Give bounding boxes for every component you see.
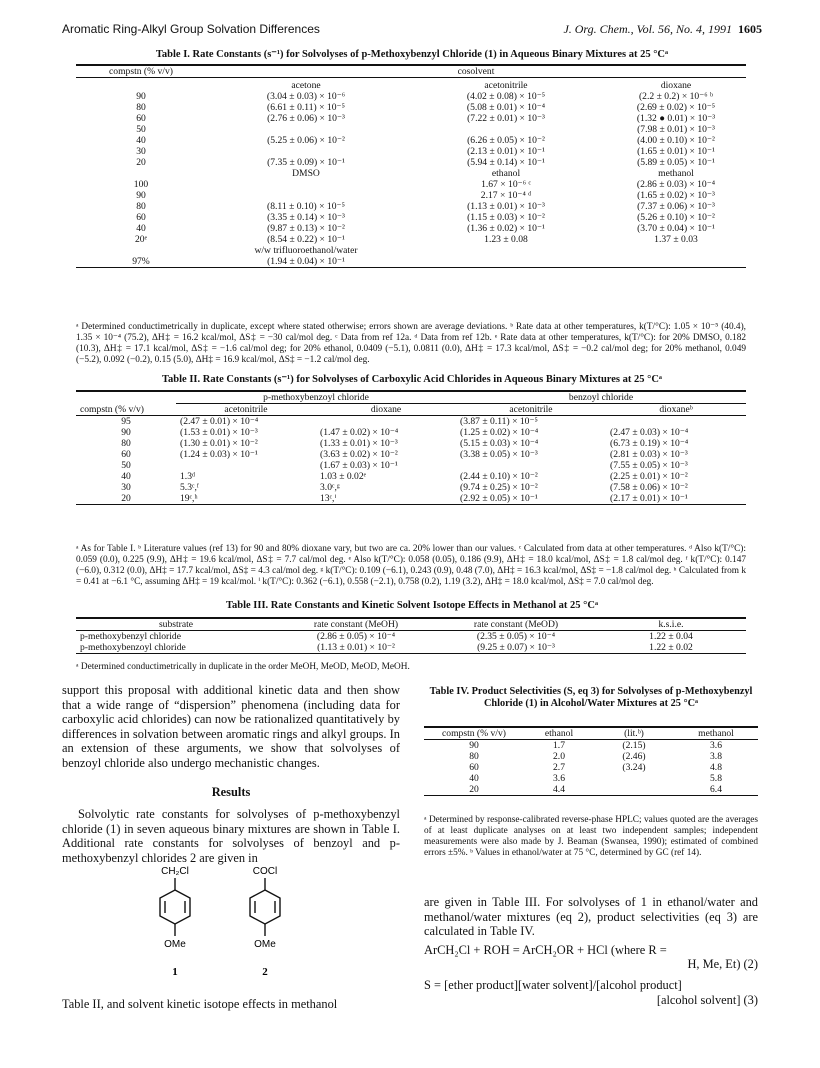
structure-1-substituent: OMe [164,939,186,950]
table1-subheader: acetonitrile [484,80,528,91]
structure-1 [160,878,190,936]
table1-cell: (3.04 ± 0.03) × 10⁻⁶ [266,91,346,102]
table4-header: methanol [698,728,734,739]
table2-cell: (2.25 ± 0.01) × 10⁻² [610,471,688,482]
table2-cell: 30 [121,482,131,493]
table1-subheader-row [76,168,746,179]
table1-cell: (6.61 ± 0.11) × 10⁻⁵ [267,102,345,113]
table1-subheader: ethanol [491,168,521,179]
table4-cell: 2.7 [553,762,565,773]
table1-cell: (1.15 ± 0.03) × 10⁻² [467,212,545,223]
table2-subhead: dioxaneᵇ [659,404,693,415]
structure-2-label: 2 [262,966,268,978]
table1 [76,64,746,268]
table1-cell: 90 [136,190,146,201]
table4-cell: 80 [469,751,479,762]
table1-cell: (1.65 ± 0.01) × 10⁻¹ [637,146,715,157]
table2-cell: (6.73 ± 0.19) × 10⁻⁴ [610,438,689,449]
table2-cell: (1.47 ± 0.02) × 10⁻⁴ [320,427,399,438]
table-row [76,449,746,460]
table3-cell: 1.22 ± 0.02 [649,642,693,653]
table-row [76,113,746,124]
table4-cell: 3.6 [710,740,722,751]
table-row [76,190,746,201]
table1-cosolvent: cosolvent [457,66,495,77]
table1-caption: Table I. Rate Constants (s⁻¹) for Solvolyses of p-Methoxybenzyl Chloride (1) in Aqueous Binary Mixtures at 25 °Cᵃ [155,49,669,60]
table-row [76,256,746,268]
table-row [76,135,746,146]
table1-cell [206,146,406,157]
table1-cell [406,256,606,268]
table2-cell: (1.33 ± 0.01) × 10⁻³ [320,438,398,449]
table3-header: k.s.i.e. [658,619,684,630]
structure-1-group: CH₂Cl [161,866,189,877]
equation-3-line-1: S = [ether product][water solvent]/[alcohol product] [424,977,682,992]
right-column [424,895,758,1007]
table1-cell: 50 [136,124,146,135]
table1-cell: 40 [136,223,146,234]
table2-cell: 20 [121,493,131,504]
table4-cell [594,784,674,796]
table1-subheader: dioxane [660,80,692,91]
table-row [424,762,758,773]
table2-cell: (7.55 ± 0.05) × 10⁻³ [610,460,688,471]
table4-header: (lit.ᵇ) [624,728,644,739]
table1-cell [206,190,406,201]
table2-cell: (3.38 ± 0.05) × 10⁻³ [460,449,538,460]
page-number: 1605 [738,22,762,36]
table-row [76,124,746,135]
table2-cell: 13ᶜ,ⁱ [320,493,337,504]
table-row [76,179,746,190]
table2-cell: (2.44 ± 0.10) × 10⁻² [460,471,538,482]
table2-cell: 90 [121,427,131,438]
table1-footnote: ᵃ Determined conductimetrically in duplicate, except where stated otherwise; errors shown are average deviations. ᵇ Rate data at other temperatures, k(T/°C): 1.05 × 10⁻⁵ (40.4), 1.35 × 10⁻⁴ (75.2), ΔH‡ = 16.2 kcal/mol, ΔS‡ = −30 cal/mol deg. ᶜ Data from ref 12a. ᵈ Data from ref 12b. ᵉ Rate data at other temperatures, k(T/°C): for 20% DMSO, 0.182 (10.3), ΔH‡ = 17.1 kcal/mol, ΔS‡ = −1.6 cal/mol deg; for 20% ethanol, 0.0409 (−5.1), 0.0811 (0.0), ΔH‡ = 17.3 kcal/mol, ΔS‡ = −0.2 cal/mol deg; for 20% methanol, 0.049 (−5.2), 0.092 (−0.2), 0.15 (5.0), ΔH‡ = 16.9 kcal/mol, ΔS‡ = −1.2 cal/mol deg. [76,322,746,365]
table2-cell [606,416,746,428]
table-row [76,482,746,493]
table-row [76,223,746,234]
table4-cell: 6.4 [710,784,722,795]
table4-cell: 3.8 [710,751,722,762]
table2-cell: 60 [121,449,131,460]
table2-group-2: benzoyl chloride [456,391,746,404]
table3-cell: 1.22 ± 0.04 [649,631,693,642]
structure-2-group: COCl [252,866,278,877]
table1-cell: 20ᵉ [134,234,148,245]
table-row [76,471,746,482]
table3-cell: p-methoxybenzyl chloride [80,631,181,642]
table1-cell: 80 [136,102,146,113]
table1-subheader-row [76,245,746,256]
table1-cell: (3.35 ± 0.14) × 10⁻³ [267,212,345,223]
table2-cell: 50 [121,460,131,471]
table2-cell [176,460,316,471]
table1-cell: (1.65 ± 0.02) × 10⁻³ [637,190,715,201]
table1-subheader [606,245,746,256]
table-row [76,146,746,157]
table2-cell: 1.03 ± 0.02ᵉ [320,471,367,482]
table-row [76,157,746,168]
left-column-last-line: Table II, and solvent kinetic isotope effects in methanol [62,997,338,1011]
table2-subhead: acetonitrile [509,404,553,415]
table2-cell: (3.87 ± 0.11) × 10⁻⁵ [460,416,538,427]
table1-cell [606,256,746,268]
table1-cell: 1.37 ± 0.03 [654,234,698,245]
table1-cell: 20 [136,157,146,168]
table1-cell: (7.22 ± 0.01) × 10⁻³ [467,113,545,124]
table-row [424,784,758,796]
table1-subheader: w/w trifluoroethanol/water [254,245,358,256]
table4 [424,726,758,796]
table1-cell: 40 [136,135,146,146]
table1-cell: (1.36 ± 0.02) × 10⁻¹ [467,223,545,234]
table4-cell: 90 [469,740,479,751]
table3-cell: (2.35 ± 0.05) × 10⁻⁴ [476,631,556,642]
table2-cell: (1.30 ± 0.01) × 10⁻² [180,438,258,449]
table2-group-1: p-methoxybenzoyl chloride [176,391,456,404]
table4-cell: (2.46) [622,751,646,762]
table-row [76,102,746,113]
table2-cell [316,416,456,428]
table1-cell: (2.69 ± 0.02) × 10⁻⁵ [636,102,716,113]
table4-header: compstn (% v/v) [442,728,506,739]
table-row [76,212,746,223]
results-heading: Results [211,784,251,799]
table4-cell: 5.8 [710,773,722,784]
table2-cell: 3.0ᶜ,ᵍ [320,482,340,493]
table3-header: rate constant (MeOD) [473,619,559,630]
table4-footnote: ᵃ Determined by response-calibrated reverse-phase HPLC; values quoted are the averages of at least duplicate analyses on at least two independent samples; independent measurements were also made by J. Beaman (Swansea, 1990); estimated of combined errors ±5%. ᵇ Values in ethanol/water at 75 °C, determined by GC (ref 14). [424,815,758,858]
structure-1-label: 1 [172,966,178,978]
table1-cell: (5.94 ± 0.14) × 10⁻¹ [467,157,545,168]
table4-cell: 4.4 [553,784,565,795]
table2-cell: (3.63 ± 0.02) × 10⁻² [320,449,398,460]
results-paragraph: Solvolytic rate constants for solvolyses of p-methoxybenzyl chloride (1) in seven aqueous binary mixtures are shown in Table I. Additional rate constants for solvolyses of benzoyl and p-methoxybenzyl chlorides 2 are given in [62,807,400,865]
equation-2-line-2: H, Me, Et) (2) [687,957,758,972]
table1-cell: (1.32 ● 0.01) × 10⁻³ [636,113,716,124]
table1-cell: (7.35 ± 0.09) × 10⁻¹ [267,157,345,168]
table1-cell: (5.25 ± 0.06) × 10⁻² [267,135,345,146]
table1-subheader: acetone [291,80,321,91]
table1-cell: (6.26 ± 0.05) × 10⁻² [467,135,545,146]
equation-2-line-1: ArCH₂Cl + ROH = ArCH₂OR + HCl (where R = [424,942,667,957]
table4-cell: 1.7 [553,740,565,751]
table1-cell: (8.11 ± 0.10) × 10⁻⁵ [267,201,345,212]
table2-subhead: acetonitrile [224,404,268,415]
table4-cell: (3.24) [622,762,646,773]
table2-cell: (5.15 ± 0.03) × 10⁻⁴ [460,438,539,449]
table2-cell: (2.81 ± 0.03) × 10⁻³ [610,449,688,460]
table1-cell: 2.17 × 10⁻⁴ ᵈ [480,190,532,201]
table2-cell [456,460,606,471]
table1-cell: (2.76 ± 0.06) × 10⁻³ [267,113,345,124]
table1-cell: (7.37 ± 0.06) × 10⁻³ [637,201,715,212]
table-row [76,642,746,654]
table1-cell [406,124,606,135]
table2 [76,390,746,505]
table-row [76,91,746,102]
table3-cell: (9.25 ± 0.07) × 10⁻³ [477,642,555,653]
table-row [424,751,758,762]
table2-cell: (1.25 ± 0.02) × 10⁻⁴ [460,427,539,438]
table4-header: ethanol [544,728,574,739]
table4-cell: 60 [469,762,479,773]
table1-col-head: compstn (% v/v) [76,65,206,78]
table-row [76,416,746,428]
table-row [76,460,746,471]
chemical-structures [130,850,310,980]
table1-cell: 100 [133,179,149,190]
table1-cell: (5.26 ± 0.10) × 10⁻² [637,212,715,223]
table1-cell: (5.89 ± 0.05) × 10⁻¹ [637,157,715,168]
table3-cell: (1.13 ± 0.01) × 10⁻² [317,642,395,653]
table-row [76,427,746,438]
right-paragraph: are given in Table III. For solvolyses of 1 in ethanol/water and methanol/water mixtures (eq 2), product selectivities (eq 3) are calculated in Table IV. [424,895,758,939]
table2-caption: Table II. Rate Constants (s⁻¹) for Solvolyses of Carboxylic Acid Chlorides in Aqueous Binary Mixtures at 25 °Cᵃ [162,374,662,385]
table4-cell: 4.8 [710,762,722,773]
table3-header: substrate [158,619,194,630]
table1-cell: (4.00 ± 0.10) × 10⁻² [637,135,715,146]
table2-footnote: ᵃ As for Table I. ᵇ Literature values (ref 13) for 90 and 80% dioxane vary, but two are ca. 20% lower than our values. ᶜ Calculated from data at other temperatures. ᵈ Also k(T/°C): 0.059 (0.0), 0.225 (9.9), ΔH‡ = 19.6 kcal/mol, ΔS‡ = 7.7 cal/mol deg. ᵉ Also k(T/°C): 0.058 (0.05), 0.186 (9.9), ΔH‡ = 18.0 kcal/mol, ΔS‡ = 1.8 cal/mol deg. ᶠ k(T/°C): 0.147 (−6.0), 0.312 (0.0), ΔH‡ = 17.7 kcal/mol, ΔS‡ = 4.3 cal/mol deg. ᵍ k(T/°C): 0.109 (−6.1), 0.243 (0.9), 0.48 (7.0), ΔH‡ = 16.3 kcal/mol, ΔS‡ = −1.8 cal/mol deg. ʰ Calculated from k = 0.41 at −6.1 °C, assuming ΔH‡ = 19 kcal/mol. ⁱ k(T/°C): 0.362 (−6.1), 0.558 (−2.1), 0.758 (0.2), 1.19 (3.2), ΔH‡ = 18.0 kcal/mol, ΔS‡ = 7.0 cal/mol deg. [76,544,746,587]
journal-citation: J. Org. Chem., Vol. 56, No. 4, 1991 1605 [563,22,762,36]
table1-cell: (4.02 ± 0.08) × 10⁻⁵ [466,91,546,102]
table3-cell: p-methoxybenzoyl chloride [80,642,186,653]
left-column [62,683,400,866]
table1-subheader: DMSO [292,168,320,179]
table1-cell: (2.86 ± 0.03) × 10⁻⁴ [636,179,716,190]
table4-cell: 2.0 [553,751,565,762]
table2-cell: (2.92 ± 0.05) × 10⁻¹ [460,493,538,504]
table-row [424,773,758,784]
running-title: Aromatic Ring-Alkyl Group Solvation Differences [62,22,320,36]
table2-cell: (1.67 ± 0.03) × 10⁻¹ [320,460,398,471]
table2-cell: (2.17 ± 0.01) × 10⁻¹ [610,493,688,504]
table3-header: rate constant (MeOH) [313,619,399,630]
table1-cell: 60 [136,212,146,223]
table1-cell: 1.23 ± 0.08 [484,234,528,245]
table2-cell: (1.53 ± 0.01) × 10⁻³ [180,427,258,438]
table1-cell [206,124,406,135]
table1-cell: 60 [136,113,146,124]
table2-col-head: compstn (% v/v) [80,403,144,415]
table3 [76,617,746,654]
table1-cell: (2.2 ± 0.2) × 10⁻⁶ ᵇ [638,91,713,102]
table1-cell: 30 [136,146,146,157]
table4-cell: (2.15) [622,740,646,751]
table4-cell [594,773,674,784]
structure-2-substituent: OMe [254,939,276,950]
table1-cell: (1.94 ± 0.04) × 10⁻¹ [267,256,345,267]
table1-cell: (2.13 ± 0.01) × 10⁻¹ [467,146,545,157]
equation-3-line-2: [alcohol solvent] (3) [656,992,758,1007]
table1-cell [76,245,206,256]
table1-cell [76,168,206,179]
table1-cell: 80 [136,201,146,212]
table1-subheader: methanol [658,168,694,179]
table4-cell: 3.6 [553,773,565,784]
intro-paragraph: support this proposal with additional kinetic data and then show that a wide range of “dispersion” phenomena (including data for carboxylic acid chlorides) can now be rationalized quantitatively by differences in solvation between aromatic rings and alkyl groups. In an extension of these arguments, we show that solvolyses of benzoyl chloride also undergo mechanistic changes. [62,683,400,770]
table2-cell: (7.58 ± 0.06) × 10⁻² [610,482,688,493]
table2-cell: 19ᶜ,ʰ [180,493,198,504]
table3-caption: Table III. Rate Constants and Kinetic Solvent Isotope Effects in Methanol at 25 °Cᵃ [225,600,599,611]
table3-cell: (2.86 ± 0.05) × 10⁻⁴ [316,631,396,642]
table-row [76,438,746,449]
table2-cell: (2.47 ± 0.01) × 10⁻⁴ [180,416,259,427]
table2-subhead: dioxane [370,404,402,415]
table-row [76,493,746,505]
table-row [76,234,746,245]
table-row [76,201,746,212]
table1-cell: (7.98 ± 0.01) × 10⁻³ [637,124,715,135]
table4-cell: 40 [469,773,479,784]
table2-cell: (9.74 ± 0.25) × 10⁻² [460,482,538,493]
table1-cell [76,80,206,91]
table3-footnote: ᵃ Determined conductimetrically in duplicate in the order MeOH, MeOD, MeOD, MeOH. [76,662,410,672]
table2-cell: 40 [121,471,131,482]
table1-subheader [406,245,606,256]
table1-cell: 90 [136,91,146,102]
table1-cell: (1.13 ± 0.01) × 10⁻³ [467,201,545,212]
table1-cell: 97% [132,256,150,267]
table2-cell: 95 [121,416,131,427]
table2-cell: 1.3ᵈ [180,471,195,482]
table2-cell: (2.47 ± 0.03) × 10⁻⁴ [610,427,689,438]
table2-cell: 80 [121,438,131,449]
table1-cell: (5.08 ± 0.01) × 10⁻⁴ [466,102,546,113]
table4-cell: 20 [469,784,479,795]
table2-cell: (1.24 ± 0.03) × 10⁻¹ [180,449,258,460]
table1-cell: 1.67 × 10⁻⁶ ᶜ [481,179,531,190]
table1-cell: (3.70 ± 0.04) × 10⁻¹ [637,223,715,234]
table-row [424,740,758,752]
table2-cell: 5.3ᶜ,ᶠ [180,482,199,493]
table1-cell: (8.54 ± 0.22) × 10⁻¹ [267,234,345,245]
table1-cell [206,179,406,190]
table1-subheader-row [76,80,746,91]
table-row [76,631,746,643]
table1-cell: (9.87 ± 0.13) × 10⁻² [267,223,345,234]
table4-caption: Table IV. Product Selectivities (S, eq 3) for Solvolyses of p-Methoxybenzyl Chloride (1) in Alcohol/Water Mixtures at 25 °Cᵃ [429,686,753,709]
structure-2 [250,878,280,936]
